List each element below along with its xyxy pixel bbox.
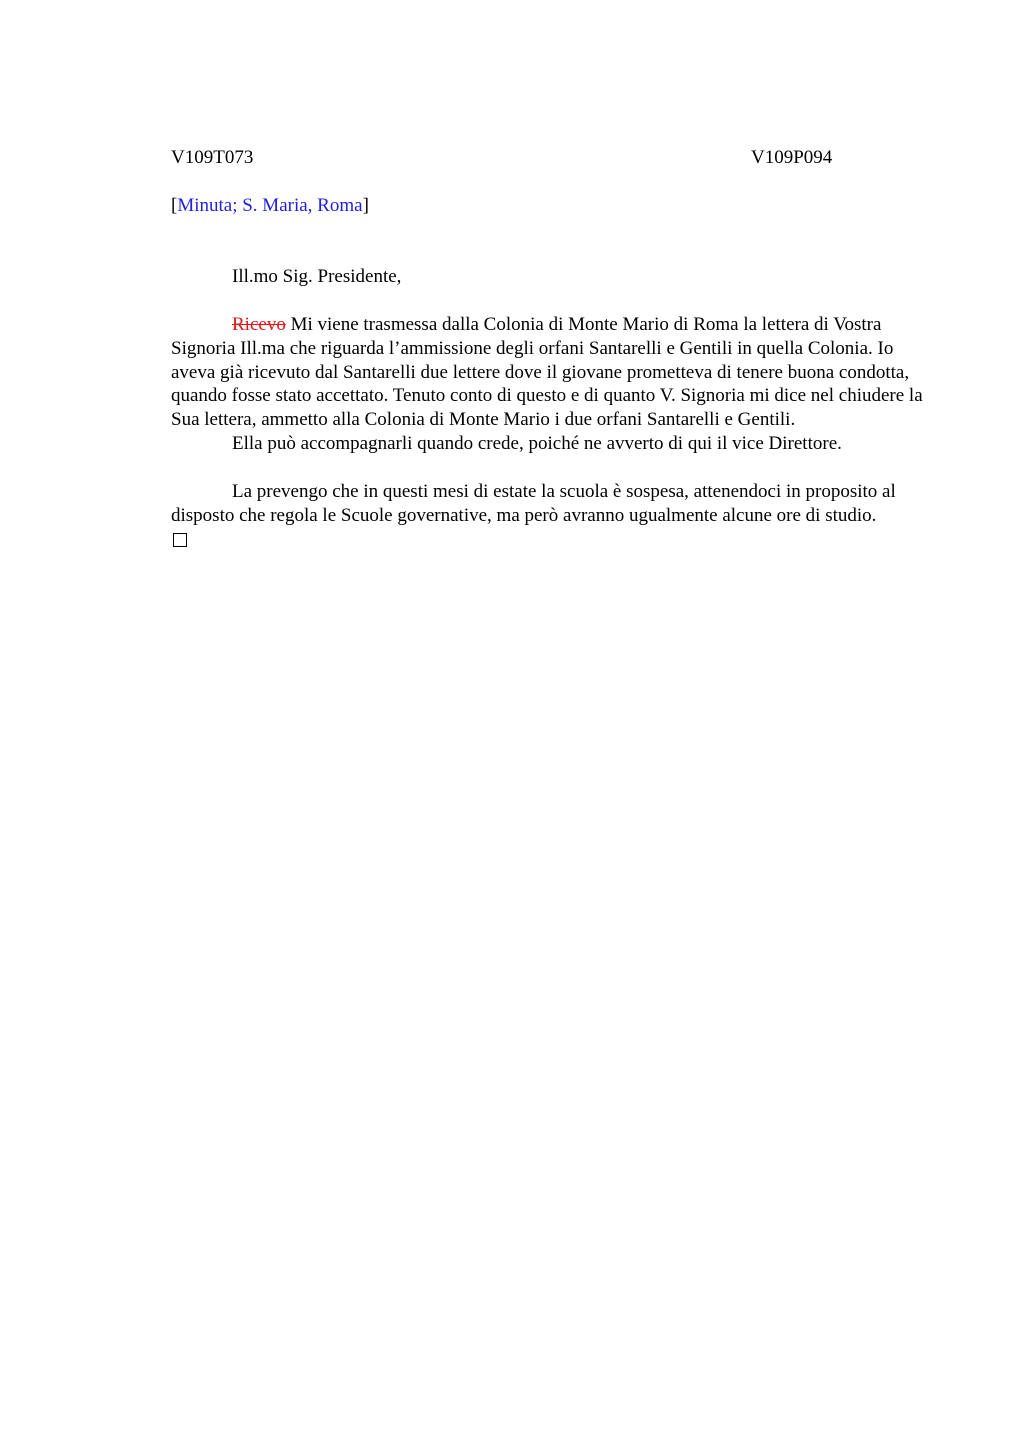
letter-paragraph-3: La prevengo che in questi mesi di estate la scuola è sospesa, attenendoci in proposito al disposto che regola le Scuole governative, ma però avranno ugualmente alcune ore di studio. bbox=[171, 480, 896, 526]
document-header bbox=[171, 146, 931, 170]
document-code-right: V109P094 bbox=[751, 147, 833, 168]
paragraph-1-text: Mi viene trasmessa dalla Colonia di Monte Mario di Roma la lettera di Vostra Signoria Ill.ma che riguarda l’ammissione degli orfani Santarelli e Gentili in quella Colonia. Io aveva già ricevuto dal Santarelli due lettere dove il giovane prometteva di tenere buona condotta, quando fosse stato accettato. Tenuto conto di questo e di quanto V. Signoria mi dice nel chiudere la Sua lettera, ammetto alla Colonia di Monte Mario i due orfani Santarelli e Gentili. bbox=[171, 314, 923, 431]
meta-close-bracket: ] bbox=[362, 195, 369, 216]
document-meta bbox=[171, 194, 931, 218]
document-code-left: V109T073 bbox=[171, 147, 254, 168]
meta-text: Minuta; S. Maria, Roma bbox=[177, 195, 363, 216]
letter-paragraph-2: Ella può accompagnarli quando crede, poiché ne avverto di qui il vice Direttore. bbox=[232, 432, 842, 454]
letter-salutation: Ill.mo Sig. Presidente, bbox=[232, 266, 402, 287]
deleted-word: Ricevo bbox=[232, 314, 286, 335]
document-page bbox=[171, 146, 931, 547]
letter-paragraph-1 bbox=[171, 313, 931, 432]
square-outline-icon bbox=[173, 533, 187, 547]
meta-open-bracket: [ bbox=[171, 195, 178, 216]
